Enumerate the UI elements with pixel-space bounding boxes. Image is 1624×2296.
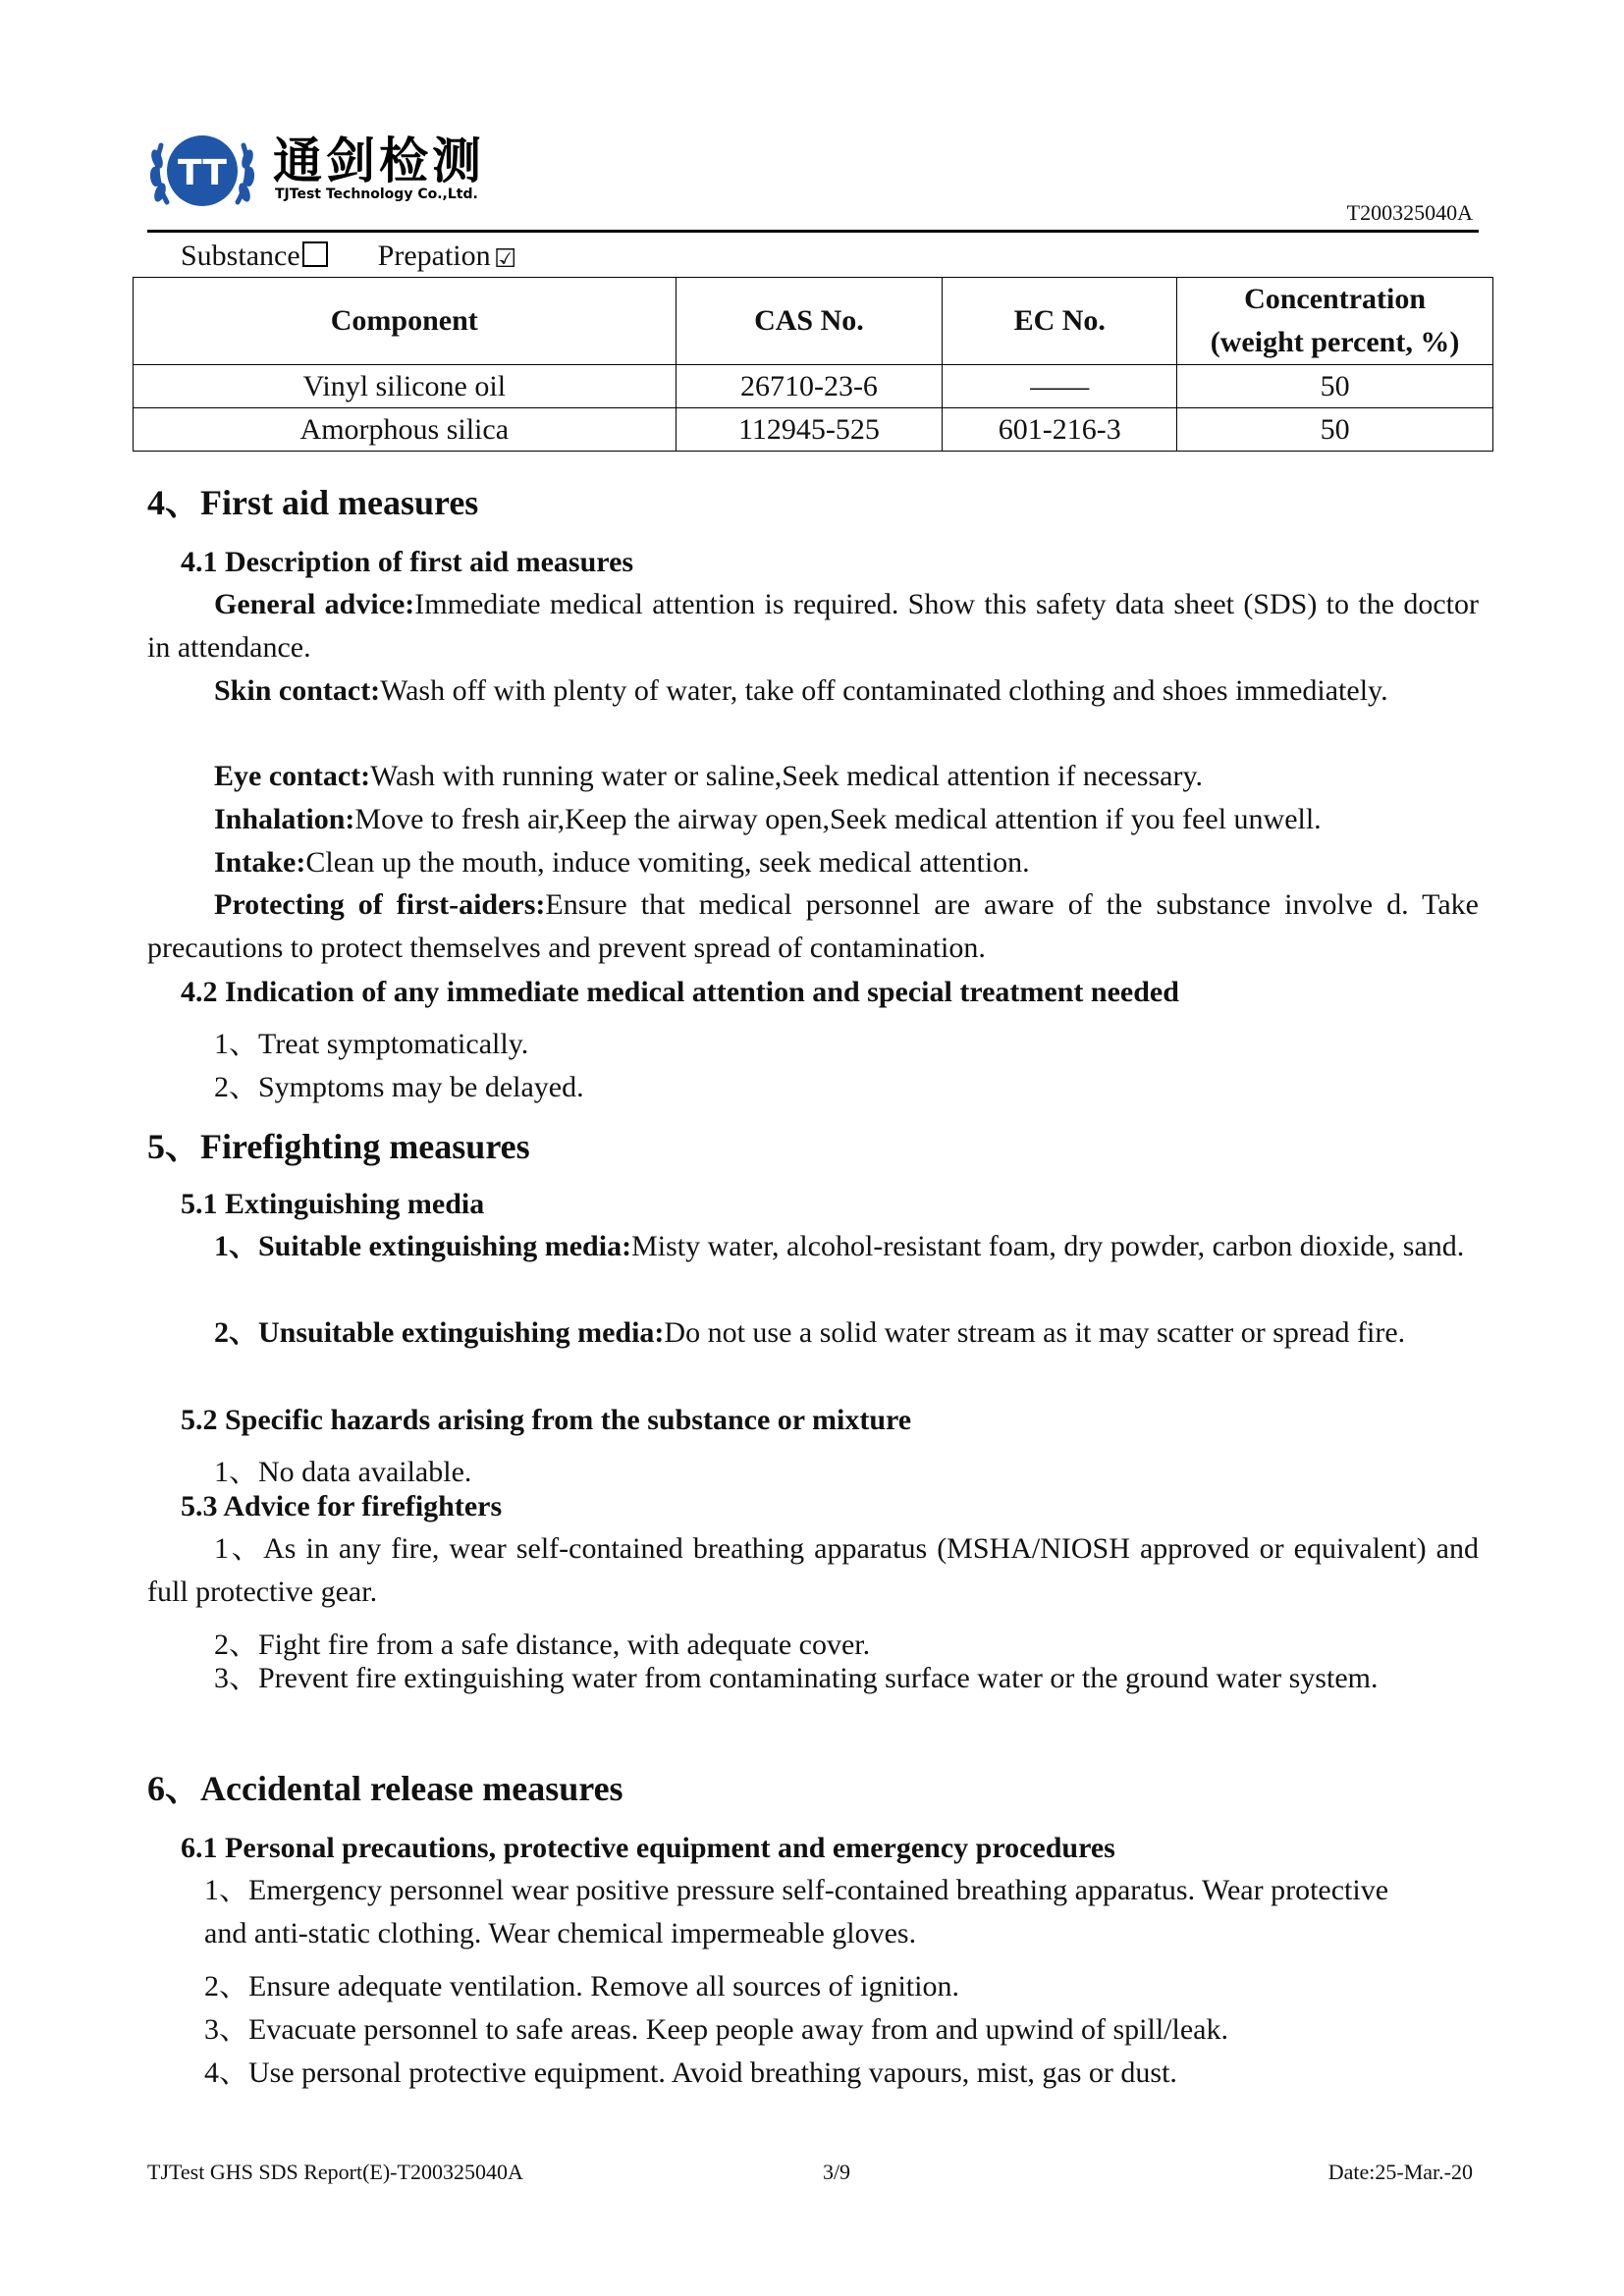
header-cas: CAS No.: [676, 278, 943, 365]
cell-conc: 50: [1177, 365, 1493, 408]
protecting-text: Ensure that medical personnel are aware of the substance involve d. Take precautions to protect themselves and prevent spread of contamination.: [147, 888, 1479, 964]
header-concentration: [1177, 278, 1493, 365]
section-6-title: 6、Accidental release measures: [147, 1769, 623, 1808]
suitable-media-text: Misty water, alcohol-resistant foam, dry powder, carbon dioxide, sand.: [631, 1230, 1465, 1262]
footer-report: TJTest GHS SDS Report(E)-T200325040A: [147, 2160, 523, 2184]
substance-type-line: [181, 240, 518, 273]
logo-emblem-icon: [147, 116, 257, 220]
cell-ec: ——: [943, 365, 1177, 408]
general-advice-text: Immediate medical attention is required. Show this safety data sheet (SDS) to the doctor in attendance.: [147, 588, 1479, 664]
table-header-row: [134, 278, 1493, 365]
table-row: [134, 365, 1493, 408]
list-item: 2、Fight fire from a safe distance, with adequate cover.: [214, 1629, 871, 1661]
list-item: 1、As in any fire, wear self-contained breathing apparatus (MSHA/NIOSH approved or equivalent) and full protective gear.: [147, 1532, 1479, 1608]
preparation-checkbox: ☑: [493, 244, 517, 273]
preparation-label: Prepation: [377, 240, 491, 272]
list-item: 1、No data available.: [214, 1456, 472, 1488]
intake-text: Clean up the mouth, induce vomiting, seek medical attention.: [305, 846, 1030, 879]
unsuitable-media-text: Do not use a solid water stream as it may scatter or spread fire.: [664, 1316, 1406, 1349]
general-advice-label: General advice:: [214, 588, 415, 620]
section-6-1-title: 6.1 Personal precautions, protective equipment and emergency procedures: [181, 1832, 1115, 1864]
eye-contact-line: [214, 760, 1203, 793]
company-logo: [147, 116, 579, 224]
cell-cas: 26710-23-6: [676, 365, 943, 408]
list-item: 2、Symptoms may be delayed.: [214, 1071, 584, 1103]
table-row: [134, 408, 1493, 452]
section-4-1-title: 4.1 Description of first aid measures: [181, 546, 634, 578]
cell-component: Amorphous silica: [134, 408, 677, 452]
list-item: 4、Use personal protective equipment. Avoid breathing vapours, mist, gas or dust.: [204, 2056, 1177, 2089]
header-component: Component: [134, 278, 677, 365]
intake-line: [214, 846, 1030, 880]
section-5-title: 5、Firefighting measures: [147, 1127, 530, 1166]
header-conc-line2: (weight percent, %): [1210, 326, 1460, 358]
unsuitable-media-para: [147, 1311, 1479, 1355]
cell-ec: 601-216-3: [943, 408, 1177, 452]
list-item: 3、Prevent fire extinguishing water from contaminating surface water or the ground water system.: [214, 1662, 1379, 1694]
composition-table: [133, 277, 1493, 452]
substance-label: Substance: [181, 240, 300, 272]
protecting-first-aiders-para: [147, 883, 1479, 970]
logo-english-name: TJTest Technology Co.,Ltd.: [275, 187, 478, 202]
general-advice-para: [147, 583, 1479, 669]
header-ec: EC No.: [943, 278, 1177, 365]
section-5-3-title: 5.3 Advice for firefighters: [181, 1490, 503, 1522]
suitable-media-para: [147, 1225, 1479, 1268]
header-conc-line1: Concentration: [1244, 283, 1427, 315]
inhalation-text: Move to fresh air,Keep the airway open,Seek medical attention if you feel unwell.: [354, 803, 1322, 835]
eye-contact-label: Eye contact:: [214, 760, 371, 792]
report-number: T200325040A: [1346, 200, 1473, 225]
section-5-2-title: 5.2 Specific hazards arising from the substance or mixture: [181, 1404, 912, 1436]
section-5-1-title: 5.1 Extinguishing media: [181, 1188, 485, 1220]
skin-contact-para: [147, 669, 1479, 713]
section-4-2-title: 4.2 Indication of any immediate medical attention and special treatment needed: [181, 976, 1179, 1008]
eye-contact-text: Wash with running water or saline,Seek medical attention if necessary.: [370, 760, 1203, 792]
list-item: 3、Evacuate personnel to safe areas. Keep people away from and upwind of spill/leak.: [204, 2013, 1228, 2046]
inhalation-label: Inhalation:: [214, 803, 355, 835]
footer-date: Date:25-Mar.-20: [1327, 2160, 1473, 2184]
skin-contact-label: Skin contact:: [214, 674, 381, 707]
substance-checkbox: [302, 241, 328, 267]
header-divider: [147, 230, 1479, 233]
footer-page-number: 3/9: [822, 2160, 851, 2184]
logo-chinese-name: 通剑检测: [273, 133, 485, 189]
list-item: 2、Ensure adequate ventilation. Remove all sources of ignition.: [204, 1970, 959, 2002]
unsuitable-media-label: 2、Unsuitable extinguishing media:: [214, 1316, 665, 1349]
suitable-media-label: 1、Suitable extinguishing media:: [214, 1230, 632, 1262]
cell-cas: 112945-525: [676, 408, 943, 452]
list-item: 1、Treat symptomatically.: [214, 1028, 529, 1060]
cell-conc: 50: [1177, 408, 1493, 452]
cell-component: Vinyl silicone oil: [134, 365, 677, 408]
intake-label: Intake:: [214, 846, 306, 879]
inhalation-line: [214, 803, 1322, 836]
skin-contact-text: Wash off with plenty of water, take off contaminated clothing and shoes immediately.: [380, 674, 1388, 707]
protecting-label: Protecting of first-aiders:: [214, 888, 546, 921]
logo-emblem-text: TT: [178, 153, 227, 193]
section-4-title: 4、First aid measures: [147, 483, 479, 522]
list-item: 1、Emergency personnel wear positive pressure self-contained breathing apparatus. Wear protective and anti-static clothing. Wear chemical impermeable gloves.: [204, 1874, 1389, 1949]
